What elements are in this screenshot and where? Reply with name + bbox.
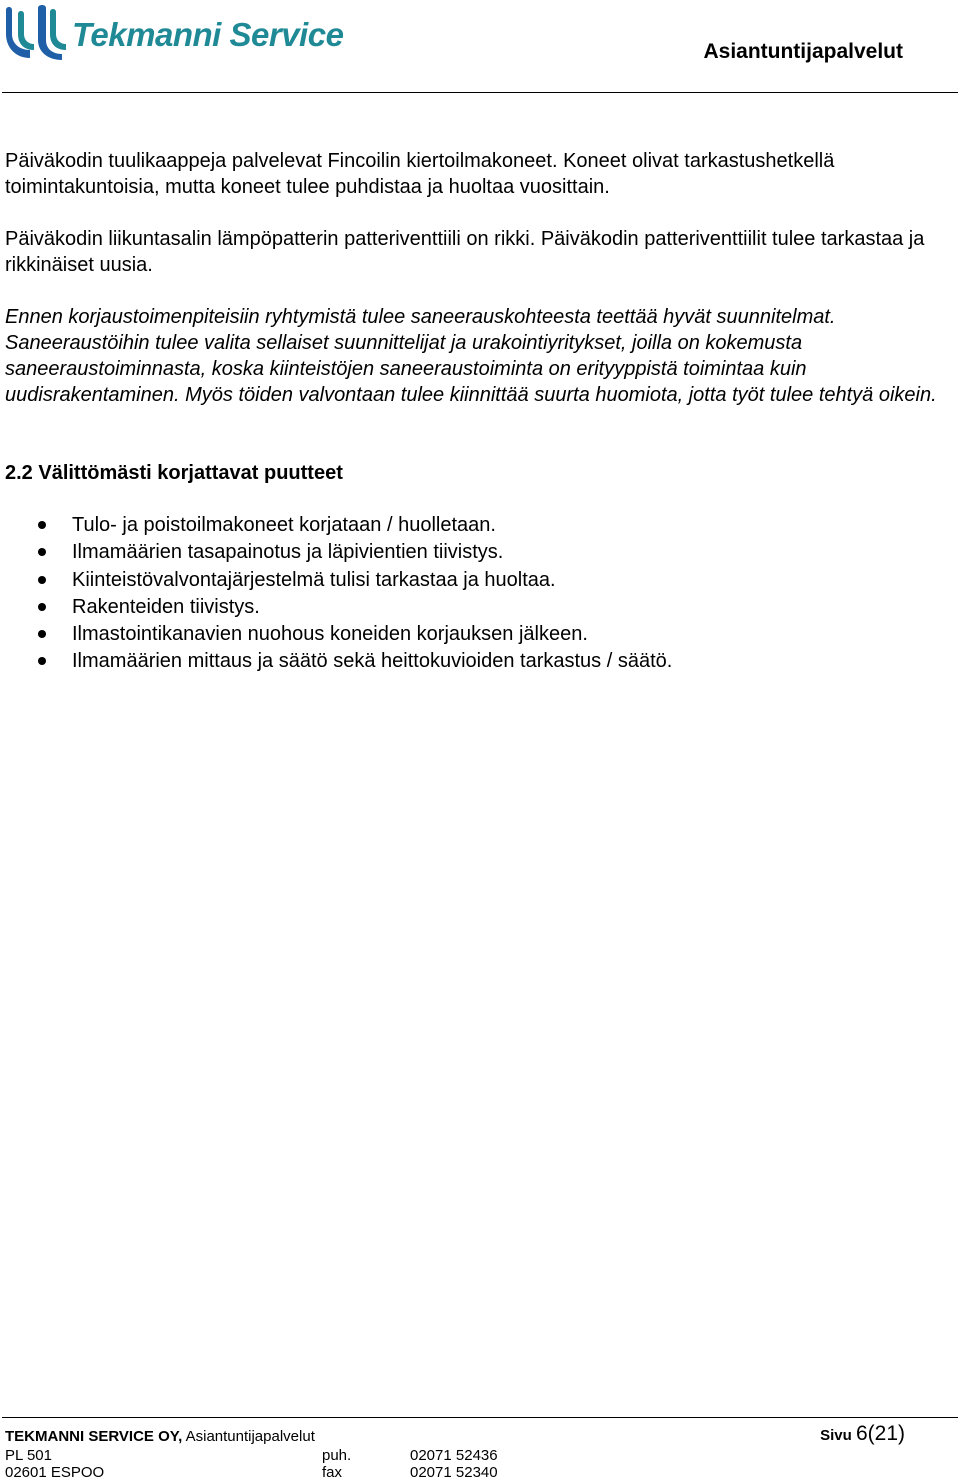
list-item — [5, 594, 672, 621]
footer-address-row-1 — [5, 1447, 498, 1464]
list-item-text: Ilmamäärien tasapainotus ja läpivientien tiivistys. — [72, 541, 504, 564]
footer-company-name: TEKMANNI SERVICE OY, — [5, 1428, 183, 1445]
paragraph-radiator-valve: Päiväkodin liikuntasalin lämpöpatterin patteriventtiili on rikki. Päiväkodin patteriventtiilit tulee tarkastaa ja rikkinäiset uusia. — [5, 228, 925, 276]
footer-phone-label: puh. — [322, 1447, 352, 1464]
page-header — [0, 0, 960, 94]
list-item — [5, 539, 672, 566]
list-item-text: Ilmamäärien mittaus ja säätö sekä heittokuvioiden tarkastus / säätö. — [72, 650, 673, 673]
bullet-icon — [38, 521, 46, 529]
footer-fax-label: fax — [322, 1464, 343, 1481]
company-logo — [4, 4, 344, 64]
section-heading: 2.2 Välittömästi korjattavat puutteet — [5, 462, 343, 484]
list-item — [5, 512, 672, 539]
tekmanni-logo-icon — [4, 4, 68, 62]
bullet-icon — [38, 576, 46, 584]
footer-address-row-2 — [5, 1464, 498, 1481]
bullet-list — [5, 512, 672, 676]
bullet-icon — [38, 630, 46, 638]
page-count: 6(21) — [855, 1422, 905, 1445]
list-item — [5, 648, 672, 675]
footer-fax: 02071 52340 — [410, 1464, 498, 1481]
header-section-title: Asiantuntijapalvelut — [703, 40, 903, 63]
footer-phone: 02071 52436 — [410, 1447, 498, 1464]
footer-po-box: PL 501 — [5, 1447, 52, 1464]
page-label: Sivu — [820, 1427, 852, 1444]
paragraph-renovation-plans: Ennen korjaustoimenpiteisiin ryhtymistä tulee saneerauskohteesta teettää hyvät suunnitelmat. Saneeraustöihin tulee valita sellaiset suunnittelijat ja urakointiyritykset, joilla on kokemusta saneeraustoiminnasta, koska kiinteistöjen saneeraustoiminta on erityyppistä toimintaa kuin uudisrakentaminen. Myös töiden valvontaan tulee kiinnittää suurta huomiota, jotta työt tulee tehtyä oikein. — [5, 306, 937, 406]
page-number — [820, 1422, 905, 1446]
list-item-text: Ilmastointikanavien nuohous koneiden korjauksen jälkeen. — [72, 623, 588, 646]
paragraph-fincoil: Päiväkodin tuulikaappeja palvelevat Fincoilin kiertoilmakoneet. Koneet olivat tarkastushetkellä toimintakuntoisia, mutta koneet tulee puhdistaa ja huoltaa vuosittain. — [5, 150, 835, 198]
bullet-icon — [38, 548, 46, 556]
list-item-text: Tulo- ja poistoilmakoneet korjataan / huolletaan. — [72, 514, 496, 536]
list-item — [5, 621, 672, 648]
bullet-icon — [38, 657, 46, 665]
footer-department: Asiantuntijapalvelut — [182, 1428, 315, 1445]
footer-postal-code: 02601 ESPOO — [5, 1464, 105, 1481]
header-divider — [2, 92, 958, 93]
footer-company — [5, 1428, 315, 1445]
list-item-text: Kiinteistövalvontajärjestelmä tulisi tarkastaa ja huoltaa. — [72, 568, 556, 591]
list-item — [5, 567, 672, 594]
list-item-text: Rakenteiden tiivistys. — [72, 595, 260, 618]
footer-divider — [2, 1417, 958, 1418]
logo-wordmark: Tekmanni Service — [72, 16, 344, 53]
bullet-icon — [38, 603, 46, 611]
